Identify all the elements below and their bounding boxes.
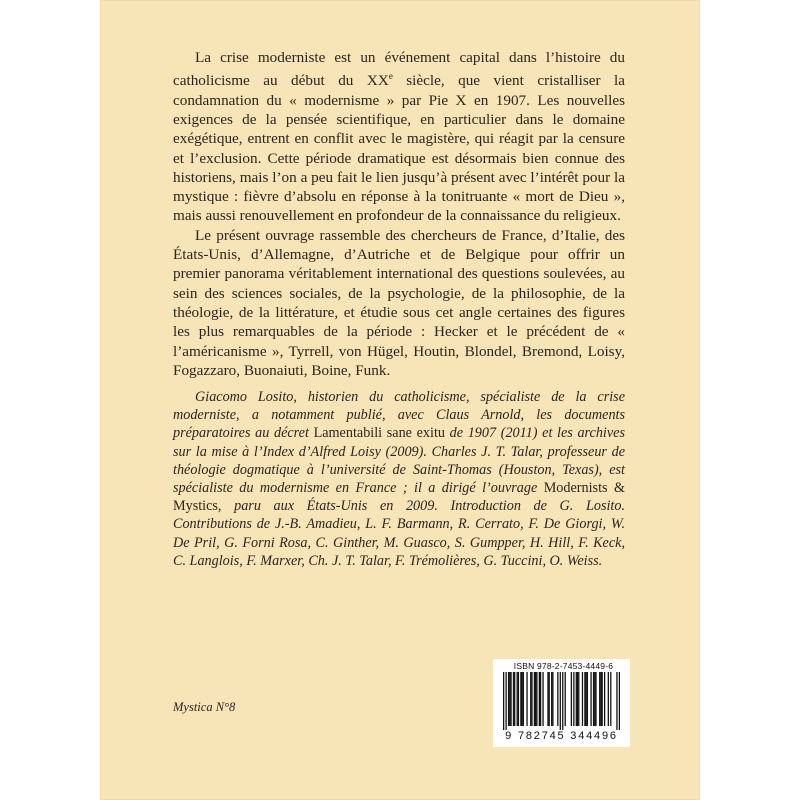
barcode-bar [619,672,620,730]
barcode-bar [565,672,566,726]
blurb [173,48,625,380]
barcode-bar [595,672,596,726]
barcode-bar [535,672,536,726]
barcode-digits: 9 782745 344496 [505,730,618,742]
bio-text: 1907 (2011) [467,425,538,442]
superscript: e [388,71,393,82]
barcode-bar [582,672,583,726]
barcode-bar [523,672,524,726]
barcode-bar [602,672,603,726]
barcode-bar [593,672,594,726]
barcode-bar [505,672,506,730]
bio-text: et les archives sur la mise à l’Index d’Alfred Loisy (2009). Charles J. T. Talar, professeur de théologie dogmatique à l’université de Saint-Thomas (Houston, Texas), est spécialiste du modernisme en France ; il a dirigé l’ouvrage [173,425,625,497]
bio-title: Modernists & Mystics, [173,480,625,515]
barcode-bar [520,672,521,726]
barcode-bar [599,672,600,726]
barcode-bar [586,672,587,726]
barcode-bar [557,672,558,726]
blurb-paragraph-1 [173,48,625,226]
barcode-bar [552,672,553,726]
barcode-bar [551,672,552,726]
barcode-bar [600,672,601,726]
barcode-bar [531,672,532,726]
collection-label: Mystica N°8 [173,700,236,714]
barcode-bar [517,672,518,726]
isbn-label: ISBN 978-2-7453-4449-6 [513,661,614,671]
barcode-bar [604,672,605,726]
barcode-bar [587,672,588,726]
barcode-bar [547,672,548,726]
barcode-bar [577,672,578,726]
barcode-bar [539,672,540,726]
barcode-bar [510,672,511,726]
bio-title: Lamentabili sane exitu [313,425,445,442]
barcode-bar [542,672,543,726]
barcode-bar [521,672,522,726]
blurb-text: siècle, que vient cristalliser la condamnation du « modernisme » par Pie X en 1907. Les nouvelles exigences de la pensée scientifique, en particulier dans le domaine exégétique, entrent en conflit avec le magistère, qui réagit par la censure et l’exclusion. Cette période dramatique est désormais bien connue des historiens, mais l’on a peu fait le lien jusqu’à présent avec l’intérêt pour la mystique : fièvre d’absolu en réponse à la tonitruante « mort de Dieu », mais aussi renouvellement en profondeur de la connaissance du religieux. [173,72,626,225]
barcode-bar [518,672,519,726]
barcode-bar [508,672,509,726]
barcode-bar [571,672,572,726]
barcode-bar [530,672,531,726]
barcode-bar [560,672,561,730]
barcode-bar [509,672,510,726]
barcode-bar [616,672,617,730]
barcode-bar [514,672,515,726]
barcode-bar [562,672,563,730]
barcode-bar [590,672,591,726]
barcode-bar [584,672,585,726]
barcode-bar [540,672,541,726]
author-bio-paragraph [173,388,625,570]
bio-text: de [445,425,468,442]
bio-text: paru aux États-Unis en 2009. Introduction de G. Losito. Contributions de J.-B. Amadieu, L. F. Barmann, R. Cerrato, F. De Giorgi, W. De Pril, G. Forni Rosa, C. Ginther, M. Guasco, S. Gumpper, H. Hill, F. Keck, C. Langlois, F. Marxer, Ch. J. T. Talar, F. Trémolières, G. Tuccini, O. Weiss. [173,498,625,569]
back-cover [100,0,700,800]
barcode-bar [576,672,577,726]
barcode [493,659,630,747]
bio-text: Giacomo Losito, historien du catholicisme, spécialiste de la crise moderniste, a notamment publié, avec Claus Arnold, les documents préparatoires au décret [173,389,625,442]
barcode-bars [503,672,620,730]
blurb-paragraph-2: Le présent ouvrage rassemble des chercheurs de France, d’Italie, des États-Unis, d’Allemagne, d’Autriche et de Belgique pour offrir un premier panorama véritablement international des questions soulevées, au sein des sciences sociales, de la psychologie, de la philosophie, de la théologie, de la littérature, et étudie sous cet angle certaines des figures les plus remarquables de la période : Hecker et le précédent de « l’américanisme », Tyrrell, von Hügel, Houtin, Blondel, Bremond, Loisy, Fogazzaro, Buonaiuti, Boine, Funk. [173,226,625,379]
barcode-bar [534,672,535,726]
barcode-bar [526,672,527,726]
author-bio [173,388,625,570]
barcode-bar [608,672,609,726]
barcode-bar [594,672,595,726]
barcode-bar [578,672,579,726]
barcode-bar [573,672,574,726]
blurb-text: La crise moderniste est un événement capital dans l’histoire du catholicisme au début du XX [173,49,625,90]
barcode-bar [610,672,611,726]
barcode-bar [503,672,504,730]
barcode-bar [536,672,537,726]
barcode-bar [549,672,550,726]
barcode-bar [513,672,514,726]
